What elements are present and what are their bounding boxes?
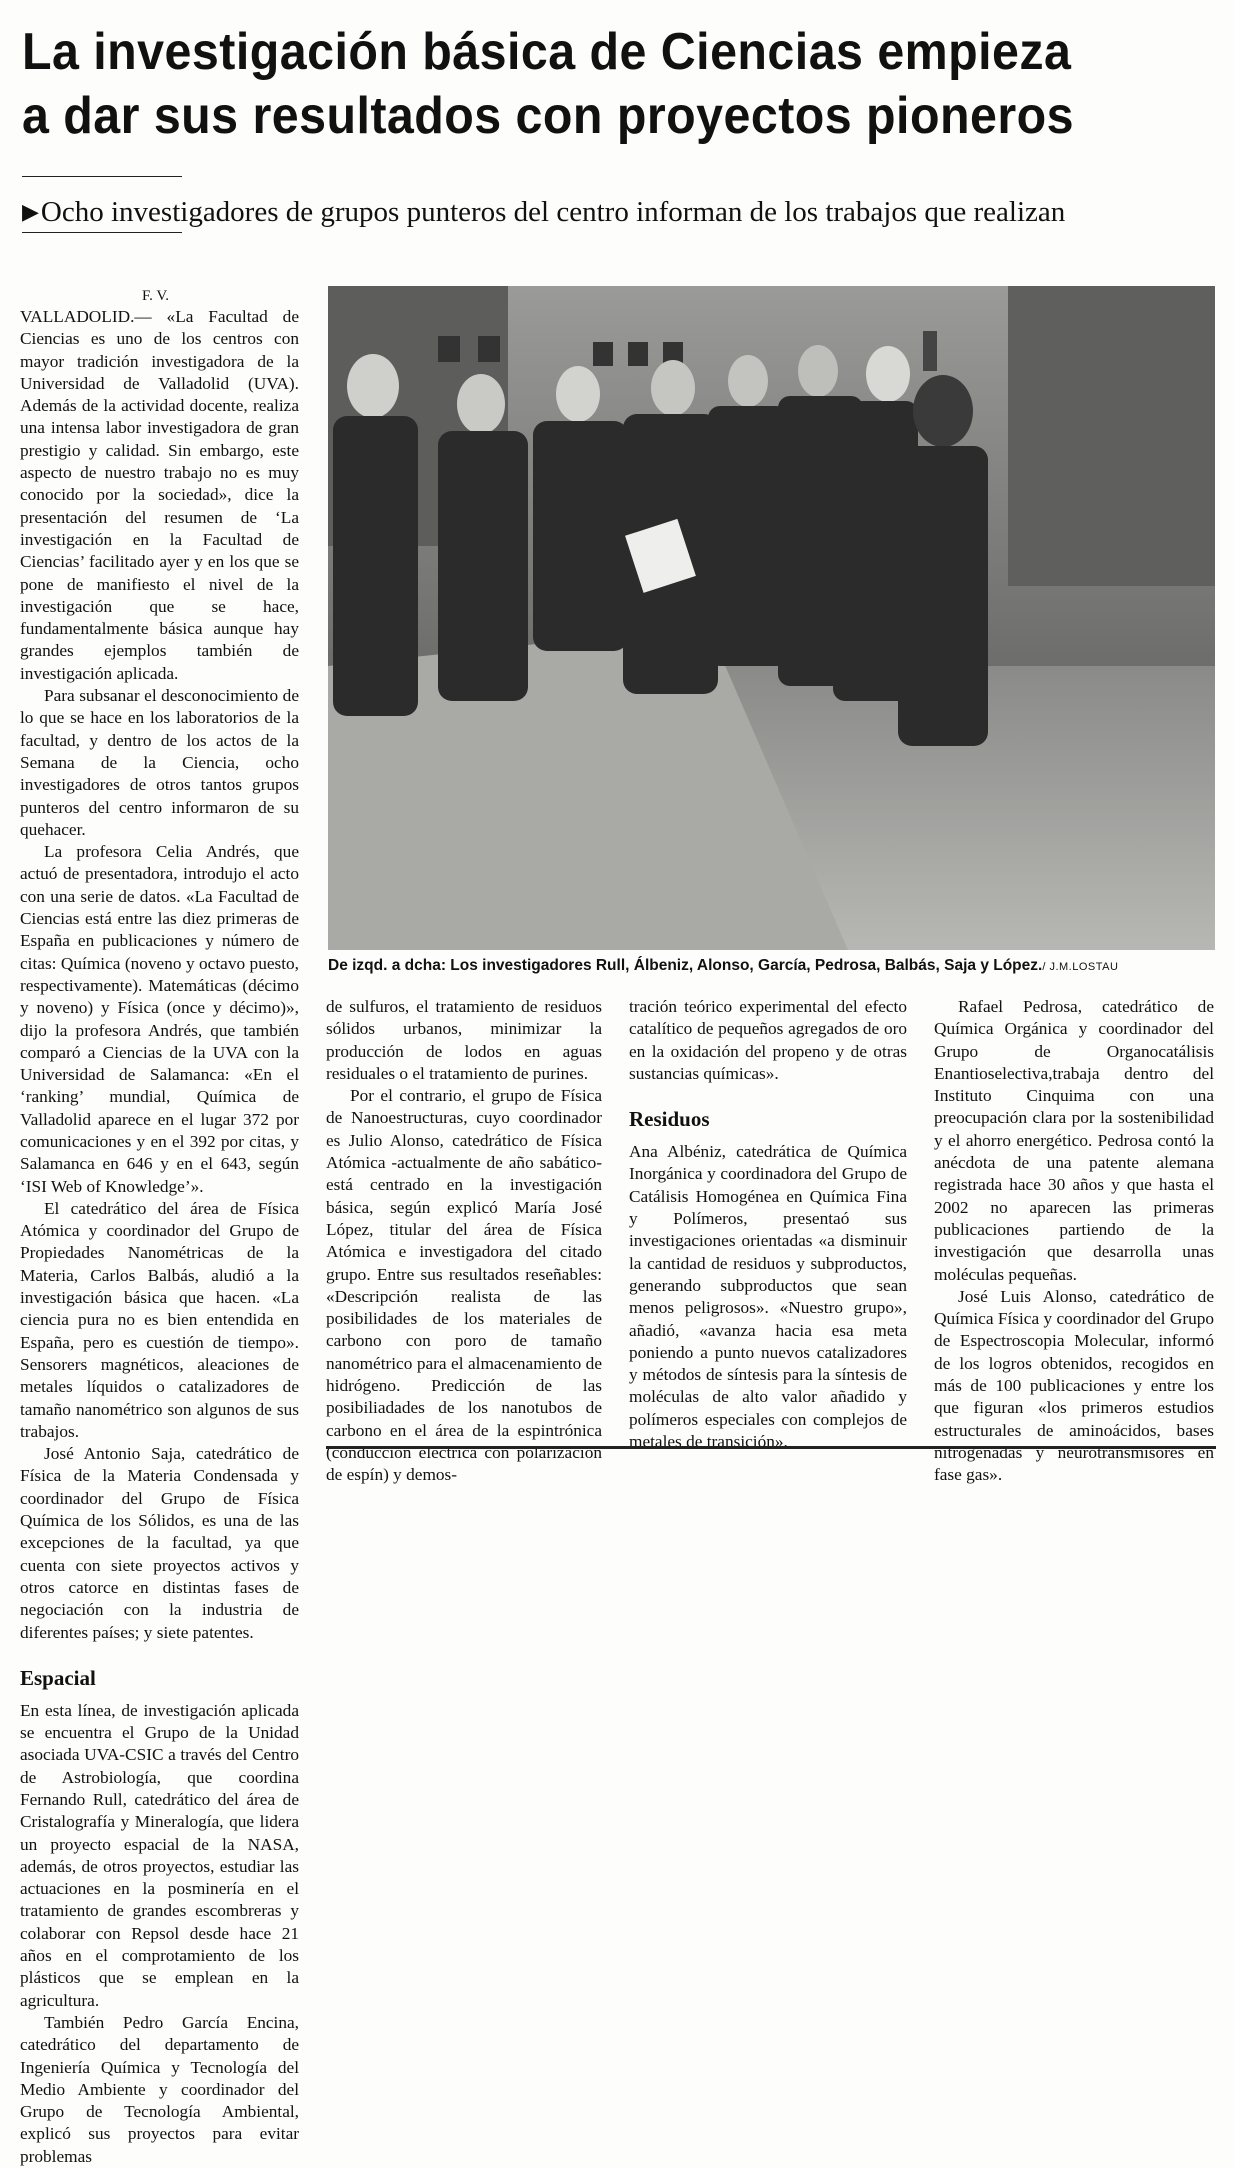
article-end-rule: [326, 1446, 1216, 1449]
group-photo-image: [328, 286, 1215, 950]
subhead-bottom-rule: [22, 232, 182, 233]
paragraph: José Luis Alonso, catedrático de Química Física y coordinador del Grupo de Espectroscopia Molecular, informó de los logros obtenidos, recogidos en más de 100 publicaciones y entre los que figuran «los primeros estudios estructurales de aminoácidos, bases nitrogenadas y neurotransmisores en fase gas».: [934, 1286, 1214, 1485]
caption-text: De izqd. a dcha: Los investigadores Rull, Álbeniz, Alonso, García, Pedrosa, Balbás, Saja y López.: [328, 957, 1043, 974]
paragraph: El catedrático del área de Física Atómica y coordinador del Grupo de Propiedades Nanométricas de la Materia, Carlos Balbás, aludió a la investigación básica que hacen. «La ciencia pura no es bien entendida en España, pero es cuestión de tiempo». Sensorers magnéticos, aleaciones de metales líquidos o catalizadores de tamaño nanométrico son algunos de sus trabajos.: [20, 1198, 299, 1441]
paragraph: José Antonio Saja, catedrático de Física de la Materia Condensada y coordinador del Grupo de Física Química de los Sólidos, es una de las excepciones de la facultad, ya que cuenta con siete proyectos activos y otros catorce en distintas fases de negociación con la industria de diferentes países; y siete patentes.: [20, 1444, 299, 1642]
subhead-top-rule: [22, 176, 182, 177]
paragraph: La profesora Celia Andrés, que actuó de presentadora, introdujo el acto con una serie de datos. «La Facultad de Ciencias está entre las diez primeras de España en publicaciones y número de citas: Química (noveno y octavo puesto, respectivamente). Matemáticas (décimo y noveno) y Física (once y décimo)», dijo la profesora Andrés, que también comparó a Ciencias de la UVA con la Universidad de Salamanca: «En el ‘ranking’ mundial, Química de Valladolid aparece en el lugar 372 por comunicaciones y en el 392 por citas, y Salamanca en 646 y en el 643, según ‘ISI Web of Knowledge’».: [20, 842, 299, 1196]
paragraph: Para subsanar el desconocimiento de lo que se hace en los laboratorios de la facultad, y dentro de los actos de la Semana de la Ciencia, ocho investigadores de otros tantos grupos punteros del centro informaron de su quehacer.: [20, 686, 299, 839]
article-column-2: [326, 996, 602, 1487]
paragraph: de sulfuros, el tratamiento de residuos sólidos urbanos, minimizar la producción de lodos en aguas residuales o el tratamiento de purines.: [326, 997, 602, 1083]
article-column-3: [629, 996, 907, 1453]
headline-line-2: a dar sus resultados con proyectos pioneros: [22, 87, 1074, 145]
subheadline-text: Ocho investigadores de grupos punteros del centro informan de los trabajos que realizan: [40, 196, 1066, 228]
photo-credit: / J.M.LOSTAU: [1042, 961, 1119, 973]
paragraph: También Pedro García Encina, catedrático del departamento de Ingeniería Química y Tecnología del Medio Ambiente y coordinador del Grupo de Tecnología Ambiental, explicó sus proyectos para evitar problemas: [20, 2012, 299, 2166]
article-column-4: [934, 996, 1214, 1487]
paragraph: Ana Albéniz, catedrática de Química Inorgánica y coordinadora del Grupo de Catálisis Homogénea en Química Fina y Polímeros, presentaó sus investigaciones orientadas «a disminuir la cantidad de residuos y subproductos, generando subproductos que sean menos peligrosos». «Nuestro grupo», añadió, «avanza hacia esa meta poniendo a punto nuevos catalizadores y métodos de síntesis para la síntesis de moléculas de alto valor añadido y polímeros especiales con complejos de metales de transición».: [629, 1142, 907, 1452]
byline: F. V.: [142, 288, 170, 304]
article-column-1: [20, 306, 299, 2168]
section-heading-espacial: Espacial: [20, 1665, 96, 1690]
paragraph: En esta línea, de investigación aplicada se encuentra el Grupo de la Unidad asociada UVA-CSIC a través del Centro de Astrobiología, que coordina Fernando Rull, catedrático del área de Cristalografía y Mineralogía, que lidera un proyecto espacial de la NASA, además, de otros proyectos, estudiar las actuaciones en la posminería en el tratamiento de grandes escombreras y colaborar con Repsol desde hace 21 años en el comprotamiento de los plásticos que se emplean en la agricultura.: [20, 1700, 299, 2010]
subheadline: [22, 194, 1212, 230]
section-heading-residuos: Residuos: [629, 1107, 710, 1132]
photo-caption: [328, 956, 1215, 977]
group-photo: [328, 286, 1215, 950]
paragraph: Rafael Pedrosa, catedrático de Química Orgánica y coordinador del Grupo de Organocatálisis Enantioselectiva,trabaja dentro del Instituto Cinquima con una preocupación clara por la sostenibilidad y el ahorro energético. Pedrosa contó la anécdota de una patente alemana registrada hace 30 años y que hasta el 2002 no aparecen las primeras publicaciones partiendo de la investigación que desarrolla unas moléculas pequeñas.: [934, 997, 1214, 1284]
triangle-bullet-icon: ▶: [22, 199, 39, 224]
paragraph: tración teórico experimental del efecto catalítico de pequeños agregados de oro en la oxidación del propeno y de otras sustancias químicas».: [629, 997, 907, 1083]
paragraph: VALLADOLID.— «La Facultad de Ciencias es uno de los centros con mayor tradición investigadora de la Universidad de Valladolid (UVA). Además de la actividad docente, realiza una intensa labor investigadora de gran prestigio y calidad. Sin embargo, este aspecto de nuestro trabajo no es muy conocido por la sociedad», dice la presentación del resumen de ‘La investigación en la Facultad de Ciencias’ facilitado ayer y en los que se pone de manifiesto el nivel de la investigación que se hace, fundamentalmente básica aunque hay grandes ejemplos también de investigación aplicada.: [20, 307, 299, 683]
paragraph: Por el contrario, el grupo de Física de Nanoestructuras, cuyo coordinador es Julio Alonso, catedrático de Física Atómica -actualmente de año sabático- está centrado en la investigación básica, según explicó María José López, titular del área de Física Atómica e investigadora del citado grupo. Entre sus resultados reseñables: «Descripción realista de las posibilidades de los materiales de carbono con poro de tamaño nanométrico para el almacenamiento de hidrógeno. Predicción de las posibiliadades de los nanotubos de carbono en el área de la espintrónica (conducción eléctrica con polarización de espín) y demos-: [326, 1086, 602, 1485]
headline: [22, 20, 1129, 148]
headline-line-1: La investigación básica de Ciencias empieza: [22, 23, 1072, 81]
